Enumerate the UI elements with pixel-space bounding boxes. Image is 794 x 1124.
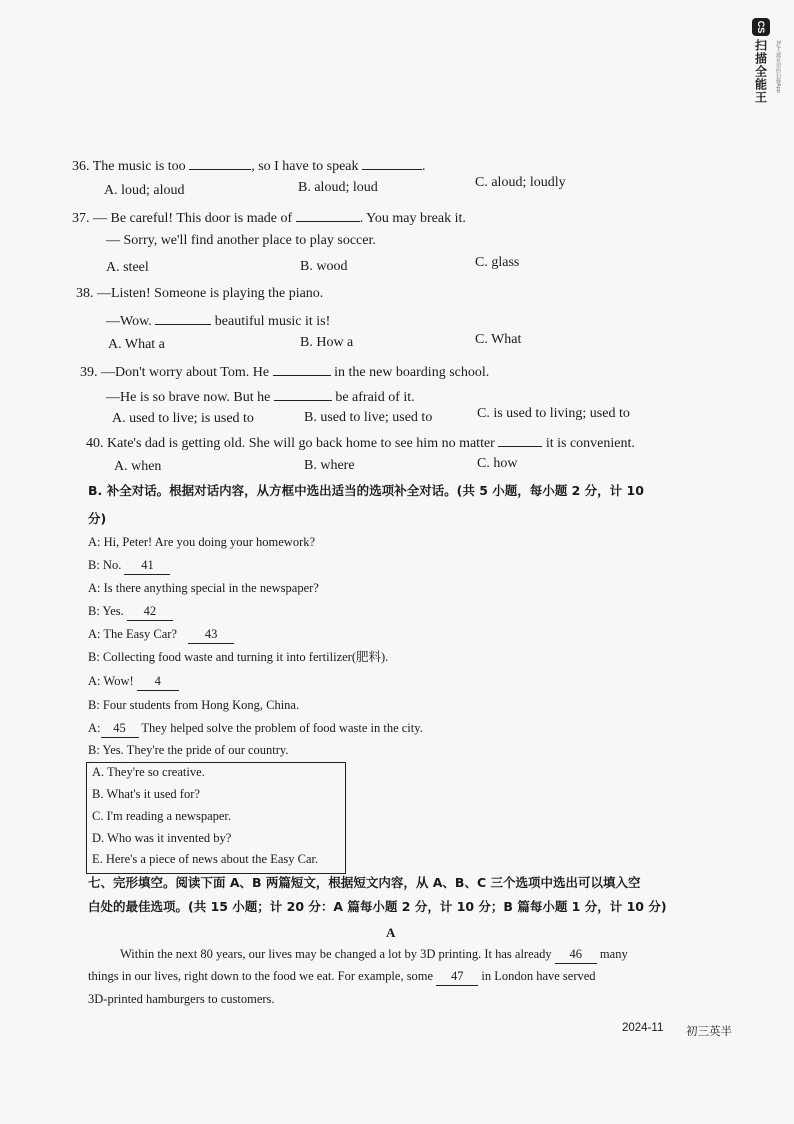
question-39: 39. —Don't worry about Tom. He in the new boarding school.: [80, 361, 489, 382]
option-37-c[interactable]: C. glass: [475, 255, 520, 270]
option-38-c[interactable]: C. What: [475, 332, 522, 347]
blank-45[interactable]: 45: [101, 719, 139, 738]
passage-line-3: 3D-printed hamburgers to customers.: [88, 992, 275, 1006]
blank[interactable]: [189, 155, 251, 170]
box-option-a: A. They're so creative.: [92, 765, 205, 779]
option-40-b[interactable]: B. where: [304, 458, 355, 473]
question-40: 40. Kate's dad is getting old. She will go back home to see him no matter it is convenient.: [86, 432, 635, 453]
question-38: 38. —Listen! Someone is playing the piano.: [76, 286, 324, 301]
option-40-a[interactable]: A. when: [114, 459, 162, 474]
question-39-reply: —He is so brave now. But he be afraid of it.: [106, 386, 415, 407]
blank[interactable]: [274, 386, 332, 401]
dialogue-line: A: Hi, Peter! Are you doing your homework?: [88, 535, 316, 549]
option-36-b[interactable]: B. aloud; loud: [298, 180, 378, 195]
blank-43[interactable]: 43: [188, 625, 234, 644]
dialogue-line: A: Is there anything special in the newspaper?: [88, 581, 319, 595]
option-36-c[interactable]: C. aloud; loudly: [475, 175, 566, 190]
camscanner-logo-icon: CS: [752, 18, 770, 36]
footer-date: 2024-11: [622, 1022, 664, 1034]
option-39-b[interactable]: B. used to live; used to: [304, 410, 433, 425]
dialogue-line: A: 45 They helped solve the problem of food waste in the city.: [88, 719, 423, 738]
option-36-a[interactable]: A. loud; aloud: [104, 183, 185, 198]
section-b-title-cont: 分): [88, 511, 107, 526]
blank-46[interactable]: 46: [555, 945, 597, 964]
blank[interactable]: [296, 207, 360, 222]
section-b-title: B. 补全对话。根据对话内容，从方框中选出适当的选项补全对话。(共 5 小题，每小题 2 分，计 10: [88, 483, 644, 498]
footer-label: 初三英半: [686, 1024, 732, 1038]
blank-44[interactable]: 4: [137, 672, 179, 691]
blank[interactable]: [155, 310, 211, 325]
section-7-title: 七、完形填空。阅读下面 A、B 两篇短文，根据短文内容，从 A、B、C 三个选项中选出可以填入空: [88, 875, 641, 890]
option-37-a[interactable]: A. steel: [106, 260, 149, 275]
option-38-b[interactable]: B. How a: [300, 335, 354, 350]
blank[interactable]: [498, 432, 542, 447]
dialogue-line: B: Four students from Hong Kong, China.: [88, 698, 300, 712]
dialogue-line: B: Collecting food waste and turning it into fertilizer(肥料).: [88, 650, 389, 664]
watermark-name: 扫描全能王: [753, 39, 768, 104]
dialogue-line: B: No. 41: [88, 556, 170, 575]
option-40-c[interactable]: C. how: [477, 456, 518, 471]
box-option-e: E. Here's a piece of news about the Easy Car.: [92, 852, 319, 866]
passage-line-2: things in our lives, right down to the food we eat. For example, some 47 in London have served: [88, 967, 596, 986]
box-option-b: B. What's it used for?: [92, 787, 200, 801]
dialogue-line: B: Yes. They're the pride of our country.: [88, 743, 289, 757]
passage-label: A: [386, 925, 396, 940]
options-box: [86, 762, 346, 874]
dialogue-line: A: Wow! 4: [88, 672, 179, 691]
box-option-d: D. Who was it invented by?: [92, 831, 232, 845]
question-37-reply: — Sorry, we'll find another place to play soccer.: [106, 233, 376, 248]
option-37-b[interactable]: B. wood: [300, 259, 348, 274]
blank[interactable]: [362, 155, 422, 170]
dialogue-line: A: The Easy Car? 43: [88, 625, 234, 644]
option-39-a[interactable]: A. used to live; is used to: [112, 411, 254, 426]
option-38-a[interactable]: A. What a: [108, 337, 165, 352]
option-39-c[interactable]: C. is used to living; used to: [477, 406, 630, 421]
box-option-c: C. I'm reading a newspaper.: [92, 809, 232, 823]
watermark-subtitle: 3亿人都在用的扫描App: [775, 40, 781, 93]
blank-47[interactable]: 47: [436, 967, 478, 986]
question-36: 36. The music is too , so I have to speak .: [72, 155, 426, 176]
blank[interactable]: [273, 361, 331, 376]
question-38-reply: —Wow. beautiful music it is!: [106, 310, 330, 331]
question-37: 37. — Be careful! This door is made of . You may break it.: [72, 207, 466, 228]
blank-42[interactable]: 42: [127, 602, 173, 621]
passage-line-1: Within the next 80 years, our lives may be changed a lot by 3D printing. It has already 46 many: [120, 945, 628, 964]
section-7-title-cont: 白处的最佳选项。(共 15 小题；计 20 分：A 篇每小题 2 分，计 10 分；B 篇每小题 1 分，计 10 分): [88, 899, 667, 914]
dialogue-line: B: Yes. 42: [88, 602, 173, 621]
scanner-watermark: [748, 18, 774, 110]
blank-41[interactable]: 41: [124, 556, 170, 575]
